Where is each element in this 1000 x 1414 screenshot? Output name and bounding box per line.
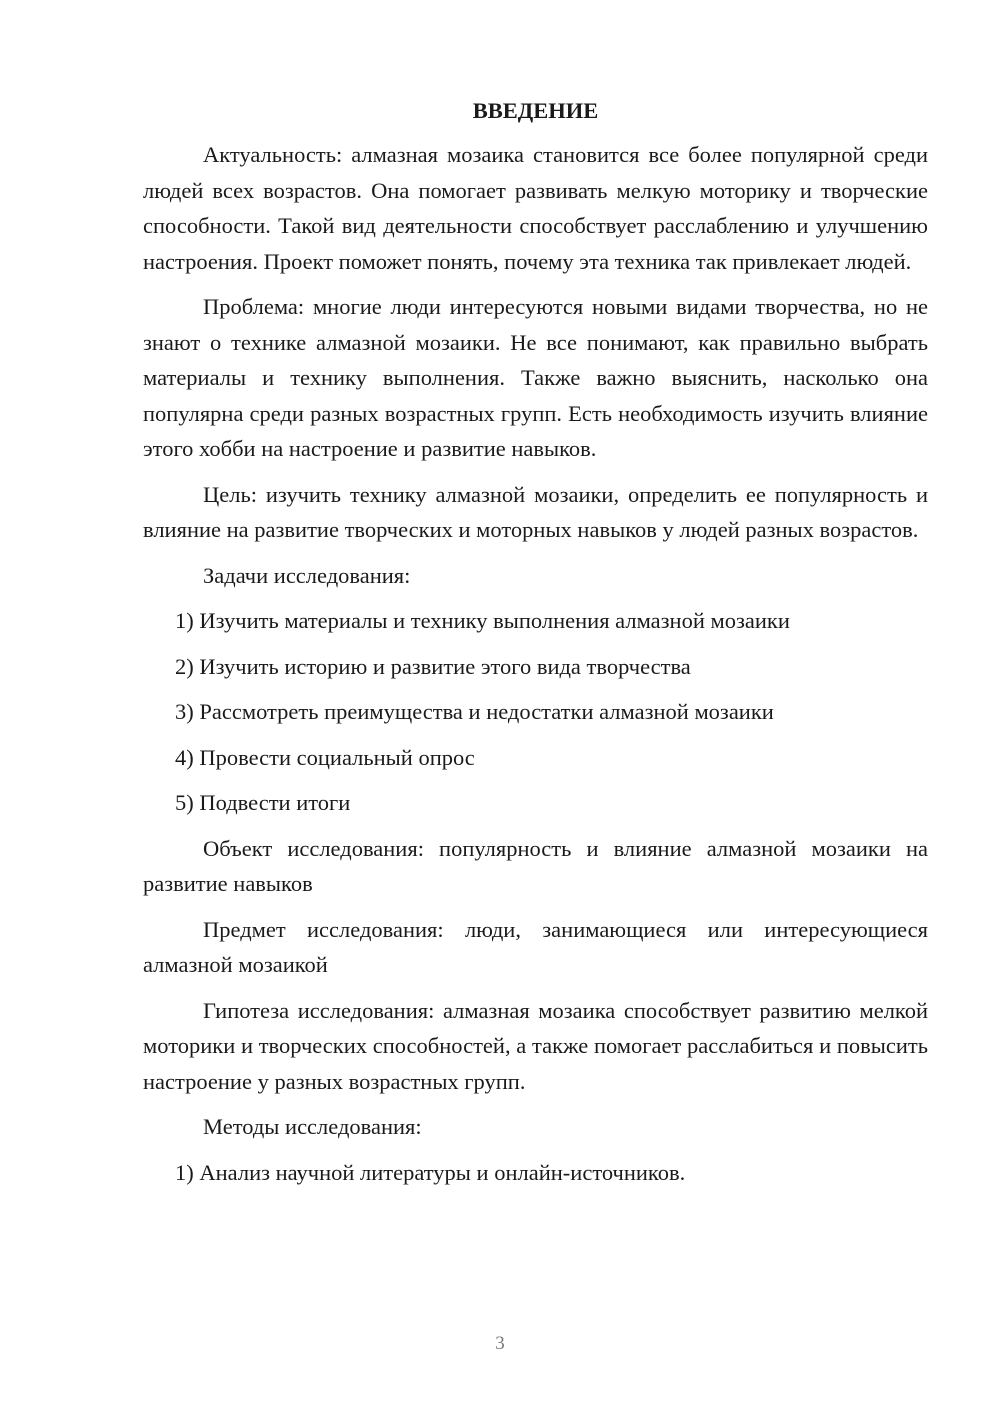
methods-heading: Методы исследования: (203, 1114, 422, 1139)
subject-paragraph: Предмет исследования: люди, занимающиеся или интересующиеся алмазной мозаикой (143, 916, 928, 977)
tasks-heading: Задачи исследования: (203, 562, 411, 588)
task-item-5: 5) Подвести итоги (175, 790, 351, 815)
task-item-1: 1) Изучить материалы и технику выполнения алмазной мозаики (175, 608, 790, 633)
object-paragraph: Объект исследования: популярность и влияние алмазной мозаики на развитие навыков (143, 835, 928, 896)
problem-paragraph: Проблема: многие люди интересуются новыми видами творчества, но не знают о технике алмазной мозаики. Не все понимают, как правильно выбрать материалы и технику выполнения. Также важно выяснить, насколько она популярна среди разных возрастных групп. Есть необходимость изучить влияние этого хобби на настроение и развитие навыков. (143, 294, 928, 461)
task-item-3: 3) Рассмотреть преимущества и недостатки алмазной мозаики (175, 699, 774, 724)
task-item-2: 2) Изучить историю и развитие этого вида творчества (175, 653, 691, 679)
section-title: ВВЕДЕНИЕ (472, 98, 599, 123)
hypothesis-paragraph: Гипотеза исследования: алмазная мозаика способствует развитию мелкой моторики и творческих способностей, а также помогает расслабиться и повысить настроение у разных возрастных групп. (143, 997, 928, 1094)
goal-paragraph: Цель: изучить технику алмазной мозаики, определить ее популярность и влияние на развитие творческих и моторных навыков у людей разных возрастов. (143, 481, 928, 542)
document-page (143, 95, 928, 1200)
page-number: 3 (495, 1333, 505, 1354)
task-item-4: 4) Провести социальный опрос (175, 744, 475, 770)
method-item-1: 1) Анализ научной литературы и онлайн-источников. (175, 1159, 686, 1185)
relevance-paragraph: Актуальность: алмазная мозаика становится все более популярной среди людей всех возрастов. Она помогает развивать мелкую моторику и творческие способности. Такой вид деятельности способствует расслаблению и улучшению настроения. Проект поможет понять, почему эта техника так привлекает людей. (143, 142, 928, 274)
